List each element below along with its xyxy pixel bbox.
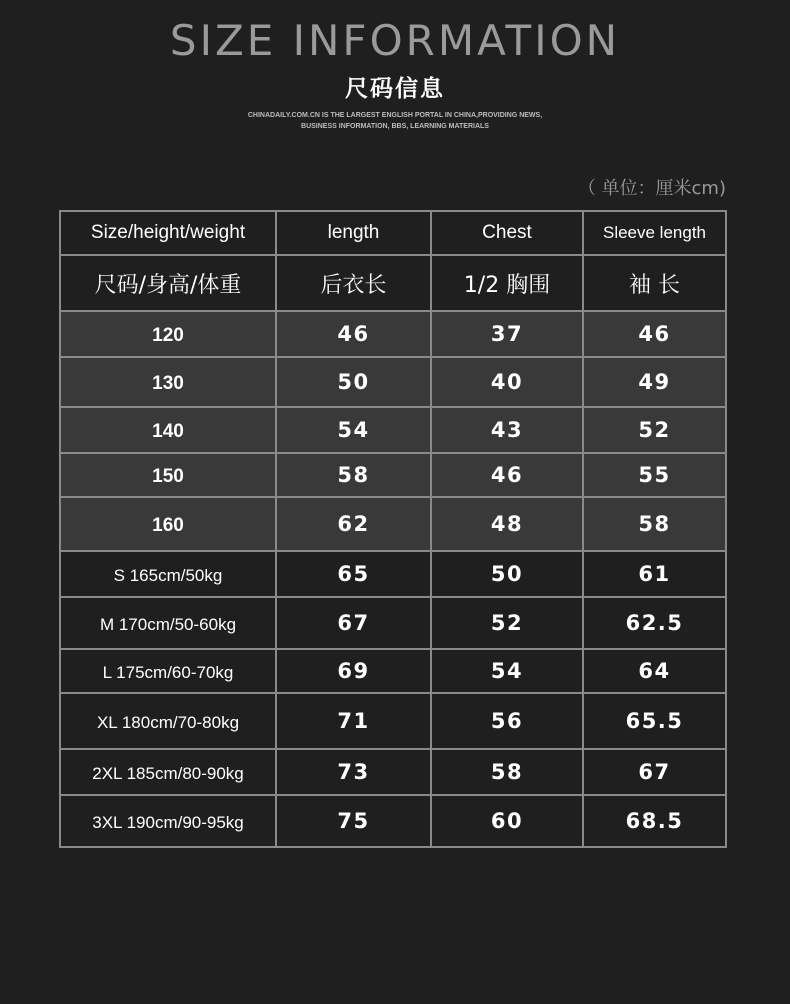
header-length: length [276,211,431,255]
size-label: XL 180cm/70-80kg [96,713,240,732]
tagline-line-1: CHINADAILY.COM.CN IS THE LARGEST ENGLISH PORTAL IN CHINA,PROVIDING NEWS, [247,112,543,119]
cell-size [60,497,276,551]
size-label: 3XL 190cm/90-95kg [92,813,244,832]
cell-chest: 58 [431,749,583,795]
cell-length: 71 [276,693,431,749]
cell-sleeve: 55 [583,453,726,497]
cell-chest: 60 [431,795,583,847]
table-row [60,357,726,407]
cell-sleeve: 46 [583,311,726,357]
size-label: M 170cm/50-60kg [99,615,237,634]
cell-sleeve: 64 [583,649,726,693]
cell-length: 58 [276,453,431,497]
cell-length: 69 [276,649,431,693]
cell-length: 75 [276,795,431,847]
size-label: 160 [152,515,184,536]
table-row [60,497,726,551]
header-row-chinese [60,255,726,311]
table-row [60,597,726,649]
cell-size [60,693,276,749]
cell-size [60,649,276,693]
cell-size [60,453,276,497]
cell-length: 73 [276,749,431,795]
cell-length: 65 [276,551,431,597]
cell-size [60,311,276,357]
size-label: 2XL 185cm/80-90kg [92,764,244,783]
cell-sleeve: 61 [583,551,726,597]
cell-size [60,795,276,847]
cell-sleeve: 68.5 [583,795,726,847]
header-length-cn: 后衣长 [276,255,431,311]
size-label: L 175cm/60-70kg [102,663,234,682]
header-row-english [60,211,726,255]
table-row [60,749,726,795]
header-size: Size/height/weight [60,211,276,255]
cell-size [60,597,276,649]
cell-chest: 48 [431,497,583,551]
cell-chest: 50 [431,551,583,597]
table-row [60,311,726,357]
title-chinese: 尺码信息 [345,76,445,102]
cell-sleeve: 58 [583,497,726,551]
cell-chest: 52 [431,597,583,649]
size-table [59,210,727,848]
header-size-cn: 尺码/身高/体重 [60,255,276,311]
table-row [60,407,726,453]
cell-size [60,357,276,407]
cell-size [60,551,276,597]
header-chest: Chest [431,211,583,255]
size-label: 120 [152,325,184,346]
table-row [60,649,726,693]
header-sleeve-cn: 袖 长 [583,255,726,311]
cell-chest: 56 [431,693,583,749]
size-label: 130 [152,373,184,394]
cell-sleeve: 65.5 [583,693,726,749]
cell-sleeve: 62.5 [583,597,726,649]
cell-sleeve: 49 [583,357,726,407]
cell-chest: 40 [431,357,583,407]
header-chest-cn: 1/2 胸围 [431,255,583,311]
cell-length: 54 [276,407,431,453]
cell-length: 62 [276,497,431,551]
cell-size [60,749,276,795]
cell-chest: 54 [431,649,583,693]
cell-length: 46 [276,311,431,357]
cell-length: 67 [276,597,431,649]
cell-chest: 37 [431,311,583,357]
cell-sleeve: 67 [583,749,726,795]
cell-size [60,407,276,453]
size-label: 140 [152,421,184,442]
tagline [0,110,790,132]
table-row [60,795,726,847]
size-label: S 165cm/50kg [113,566,223,585]
title-english: SIZE INFORMATION [169,16,621,65]
cell-sleeve: 52 [583,407,726,453]
table-row [60,551,726,597]
size-label: 150 [152,466,184,487]
table-row [60,693,726,749]
unit-note: （ 单位：厘米cm) [577,178,726,199]
tagline-line-2: BUSINESS INFORMATION, BBS, LEARNING MATERIALS [301,123,489,130]
cell-chest: 46 [431,453,583,497]
cell-chest: 43 [431,407,583,453]
table-row [60,453,726,497]
cell-length: 50 [276,357,431,407]
header-sleeve: Sleeve length [583,211,726,255]
